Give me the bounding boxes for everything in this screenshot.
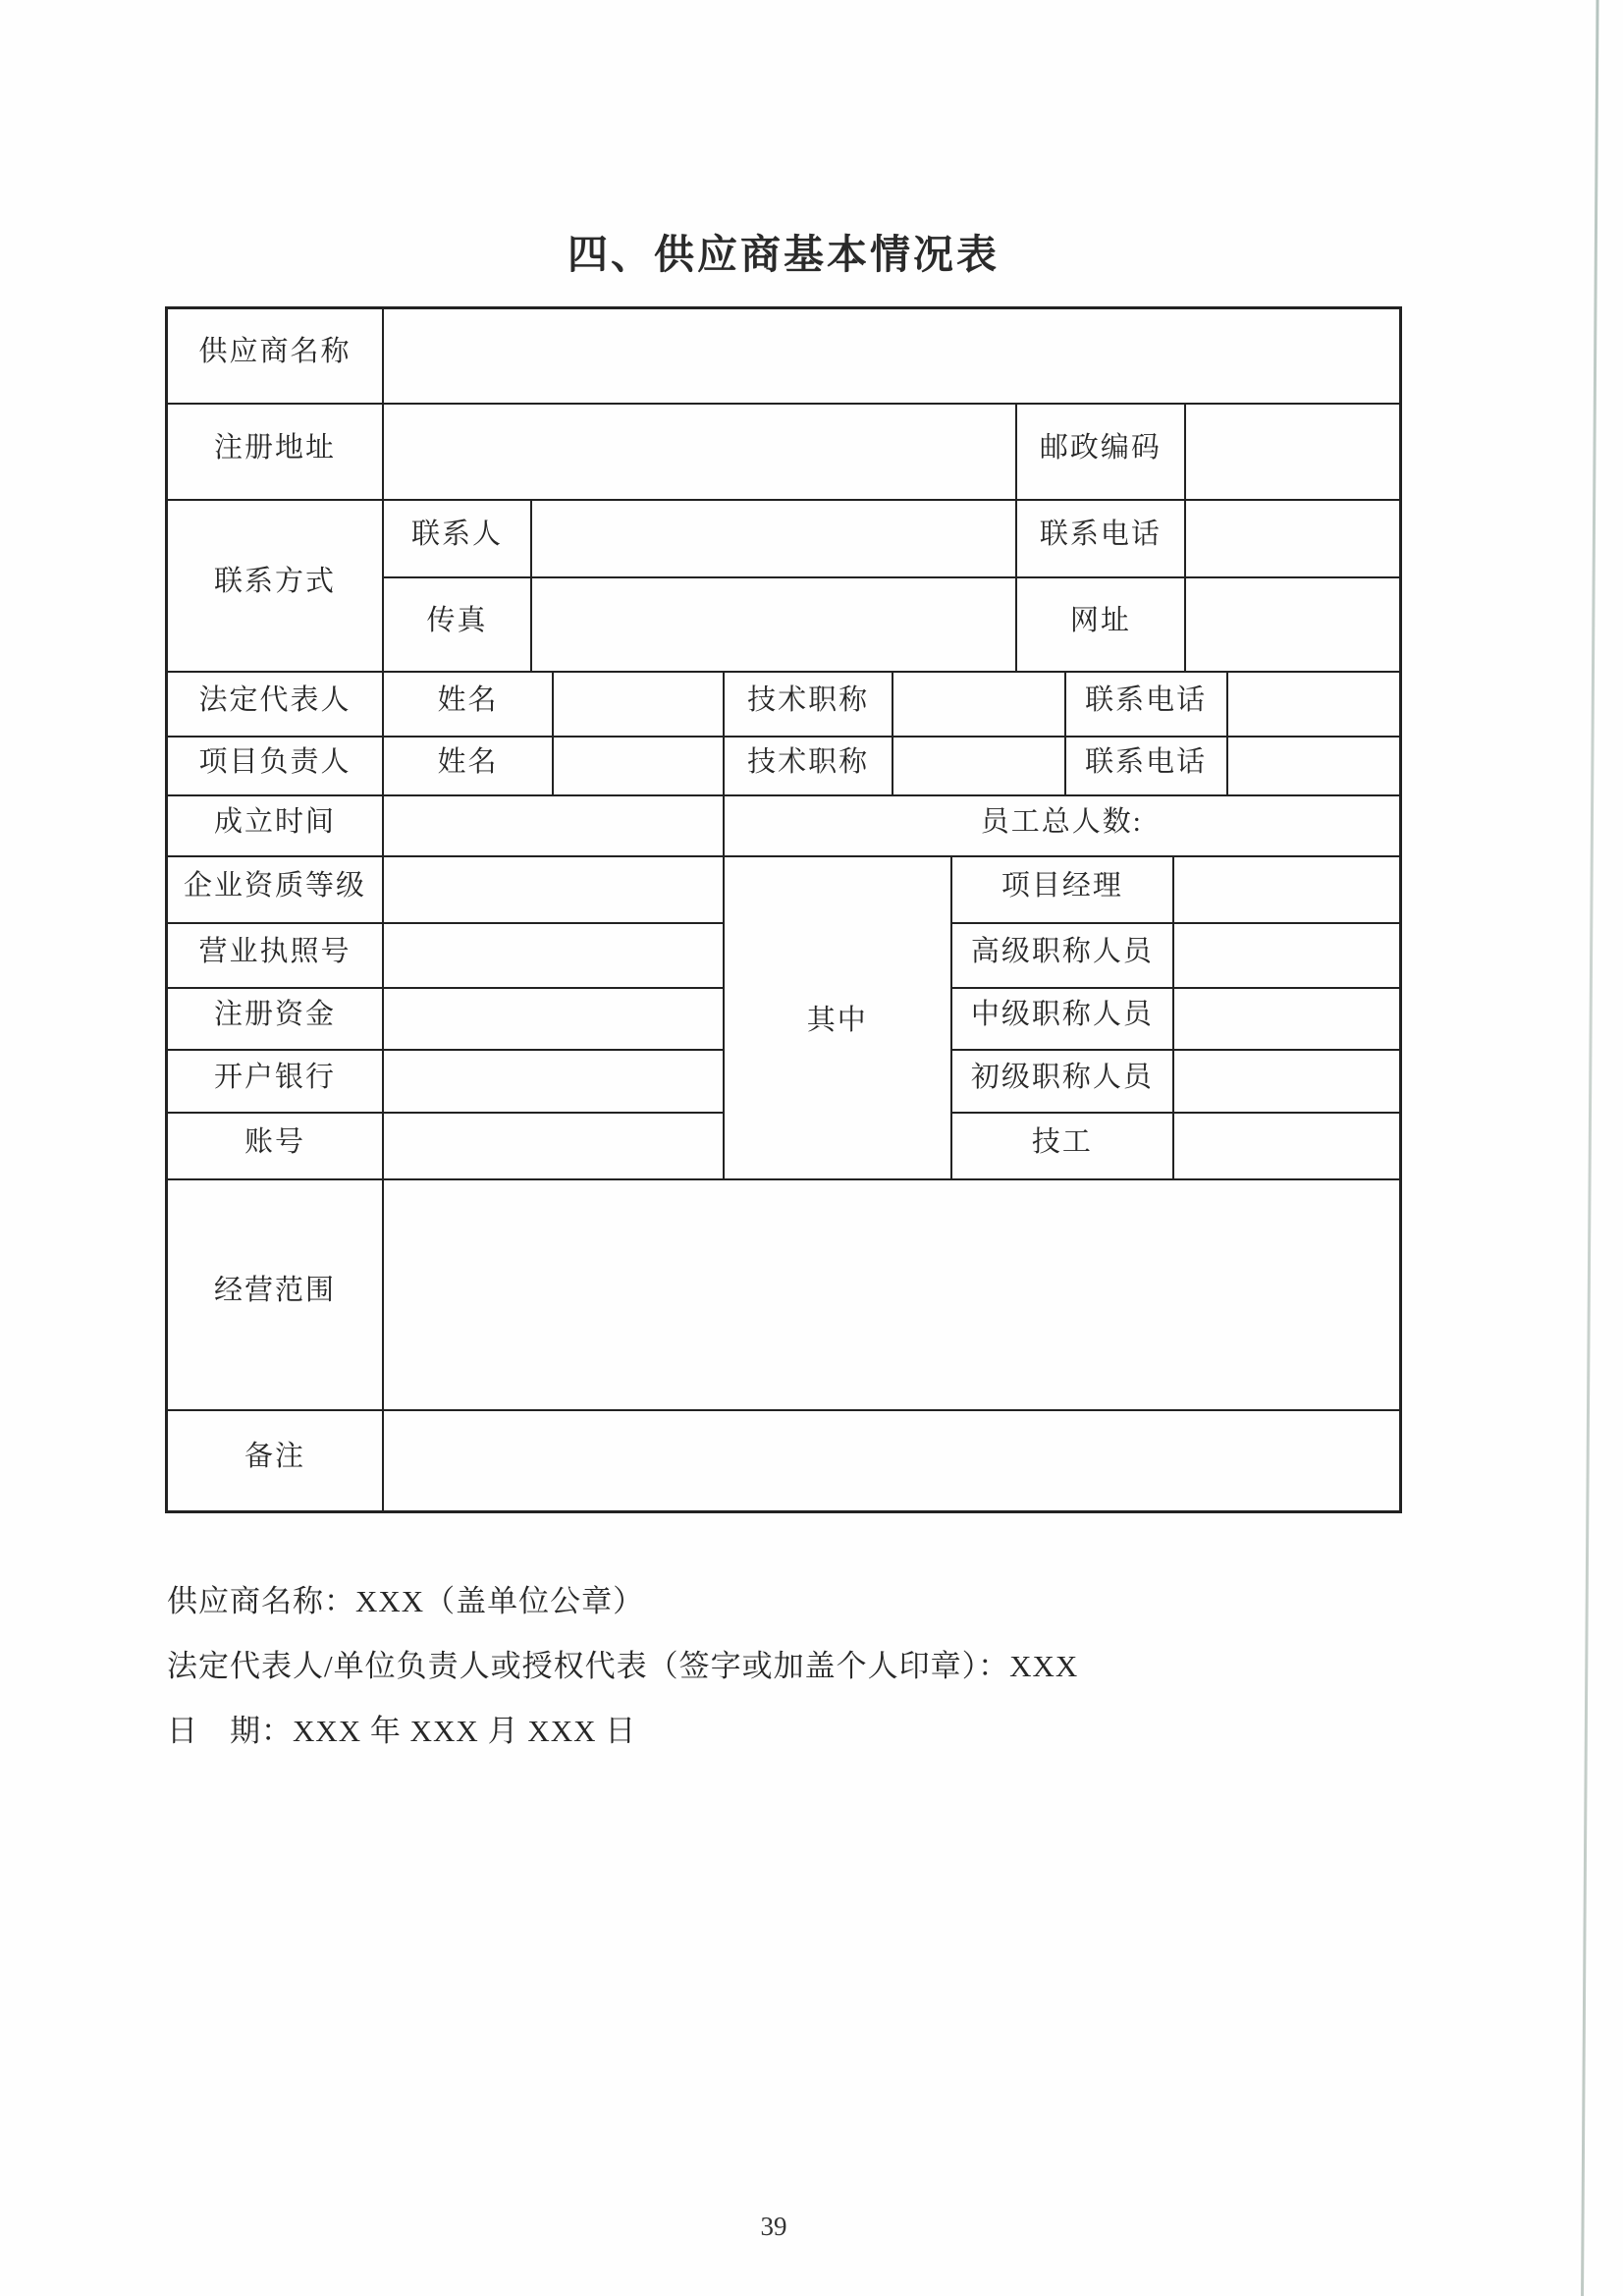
junior-staff-value-cell (1174, 1051, 1399, 1114)
legal-rep-phone-value-cell (1228, 673, 1399, 738)
technician-value-cell (1174, 1114, 1399, 1180)
registered-address-value-cell (384, 405, 1017, 501)
senior-staff-value-cell (1174, 924, 1399, 989)
account-no-value-cell (384, 1114, 725, 1180)
supplier-info-table (165, 306, 1402, 1513)
page-title: 四、供应商基本情况表 (568, 232, 1000, 277)
technician-label: 技工 (952, 1114, 1174, 1180)
mid-staff-value-cell (1174, 989, 1399, 1051)
senior-staff-label: 高级职称人员 (952, 924, 1174, 989)
project-leader-phone-value-cell (1228, 738, 1399, 796)
legal-rep-phone-label: 联系电话 (1066, 673, 1228, 738)
legal-rep-name-value-cell (554, 673, 725, 738)
legal-rep-tech-title-value-cell (893, 673, 1065, 738)
project-leader-label: 项目负责人 (168, 738, 384, 796)
postal-code-value-cell (1186, 405, 1399, 501)
registered-capital-label: 注册资金 (168, 989, 384, 1051)
project-leader-name-value-cell (554, 738, 725, 796)
remarks-label: 备注 (168, 1411, 384, 1510)
establish-date-value-cell (384, 796, 725, 857)
project-leader-phone-label: 联系电话 (1066, 738, 1228, 796)
mid-staff-label: 中级职称人员 (952, 989, 1174, 1051)
legal-rep-name-label: 姓名 (384, 673, 554, 738)
account-no-label: 账号 (168, 1114, 384, 1180)
project-leader-tech-title-label: 技术职称 (725, 738, 894, 796)
project-leader-name-label: 姓名 (384, 738, 554, 796)
registered-capital-value-cell (384, 989, 725, 1051)
contact-person-label: 联系人 (384, 501, 532, 578)
junior-staff-label: 初级职称人员 (952, 1051, 1174, 1114)
deposit-bank-label: 开户银行 (168, 1051, 384, 1114)
fax-value-cell (532, 578, 1017, 673)
business-scope-value-cell (384, 1180, 1399, 1411)
business-license-label: 营业执照号 (168, 924, 384, 989)
footer-legal-rep-line: 法定代表人/单位负责人或授权代表（签字或加盖个人印章）：XXX (167, 1649, 1079, 1683)
project-manager-label: 项目经理 (952, 857, 1174, 924)
contact-method-label: 联系方式 (168, 501, 384, 673)
qualification-level-value-cell (384, 857, 725, 924)
establish-date-label: 成立时间 (168, 796, 384, 857)
postal-code-label: 邮政编码 (1017, 405, 1186, 501)
page-number: 39 (760, 2212, 787, 2241)
project-manager-value-cell (1174, 857, 1399, 924)
deposit-bank-value-cell (384, 1051, 725, 1114)
website-label: 网址 (1017, 578, 1186, 673)
legal-rep-tech-title-label: 技术职称 (725, 673, 894, 738)
footer-supplier-name-line: 供应商名称：XXX（盖单位公章） (167, 1584, 645, 1618)
among-which-label: 其中 (725, 857, 952, 1180)
registered-address-label: 注册地址 (168, 405, 384, 501)
contact-phone-label: 联系电话 (1017, 501, 1186, 578)
remarks-value-cell (384, 1411, 1399, 1510)
fax-label: 传真 (384, 578, 532, 673)
supplier-name-label: 供应商名称 (168, 309, 384, 405)
contact-person-value-cell (532, 501, 1017, 578)
project-leader-tech-title-value-cell (893, 738, 1065, 796)
total-employees-label: 员工总人数: (725, 796, 1399, 857)
contact-phone-value-cell (1186, 501, 1399, 578)
business-scope-label: 经营范围 (168, 1180, 384, 1411)
website-value-cell (1186, 578, 1399, 673)
supplier-name-value-cell (384, 309, 1399, 405)
footer-date-line: 日 期：XXX 年 XXX 月 XXX 日 (167, 1714, 637, 1748)
legal-rep-label: 法定代表人 (168, 673, 384, 738)
signature-block (167, 1569, 1443, 1764)
business-license-value-cell (384, 924, 725, 989)
qualification-level-label: 企业资质等级 (168, 857, 384, 924)
scan-artifact-line (1581, 0, 1599, 2296)
